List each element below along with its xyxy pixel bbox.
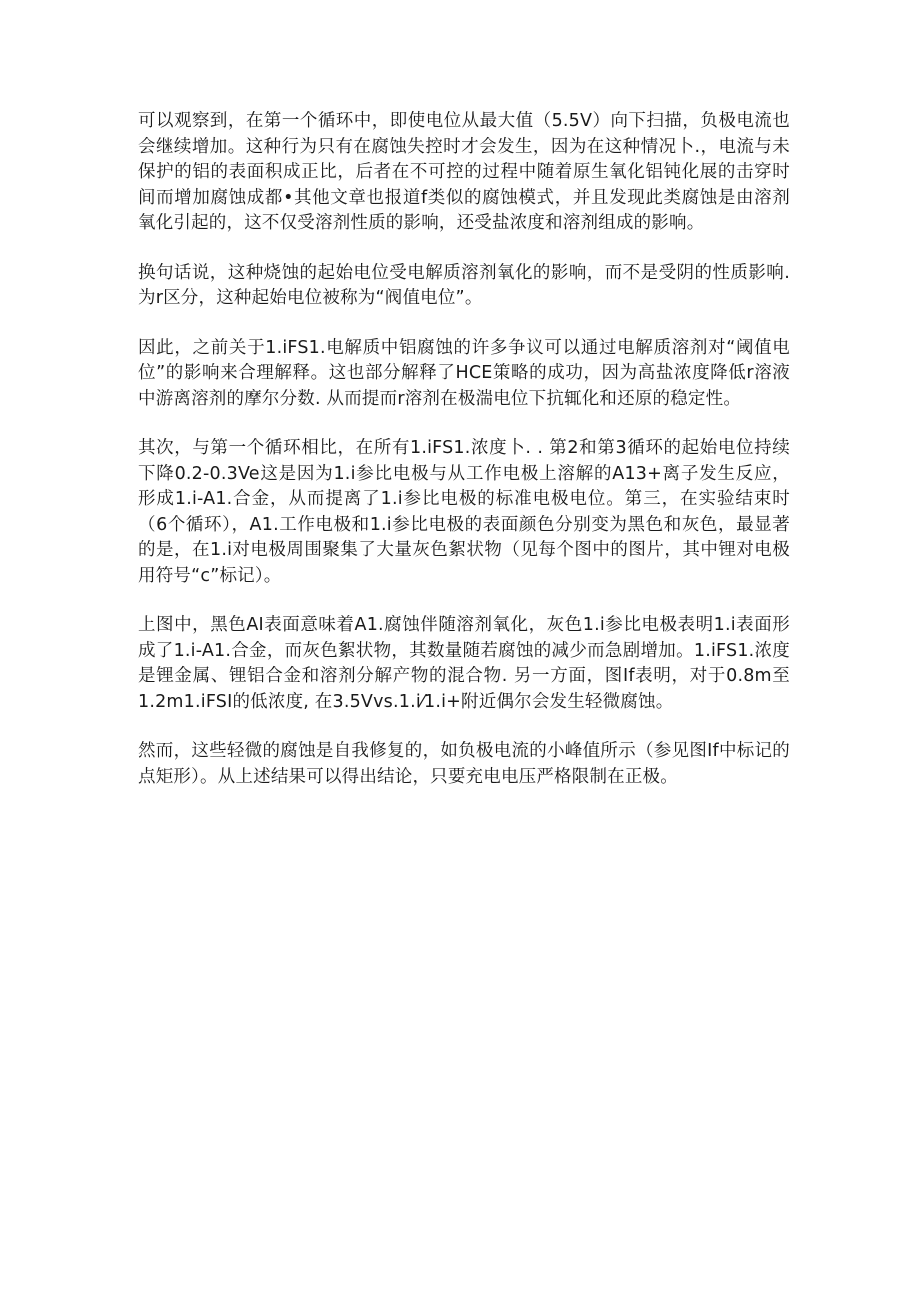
- paragraph-5: 上图中，黑色AI表面意味着A1.腐蚀伴随溶剂氧化，灰色1.i参比电极表明1.i表面形成了1.i-A1.合金，而灰色絮状物，其数量随若腐蚀的减少而急剧增加。1.iFS1.浓度是锂金属、锂铝合金和溶剂分解产物的混合物. 另一方面，图If表明，对于0.8m至1.2m1.iFSI的低浓度, 在3.5Vvs.1.i⁄1.i+附近偶尔会发生轻微腐蚀。: [138, 615, 790, 712]
- paragraph-4: 其次，与第一个循环相比，在所有1.iFS1.浓度卜. . 第2和第3循环的起始电位持续下降0.2-0.3Ve这是因为1.i参比电极与从工作电极上溶解的A13+离子发生反应，形成1.i-A1.合金，从而提离了1.i参比电极的标准电极电位。第三，在实验结束时（6个循环），A1.工作电极和1.i参比电极的表面颜色分别变为黑色和灰色，最显著的是，在1.i对电极周围聚集了大量灰色絮状物（见每个图中的图片，其中锂对电极用符号“c”标记）。: [138, 438, 790, 586]
- document-body: [138, 109, 790, 814]
- paragraph-2: 换句话说，这种烧蚀的起始电位受电解质溶剂氧化的影响，而不是受阴的性质影响. 为r区分，这种起始电位被称为“阀值电位”。: [138, 262, 790, 308]
- paragraph-1: 可以观察到，在第一个循环中，即使电位从最大值（5.5V）向下扫描，负极电流也会继续增加。这种行为只有在腐蚀失控时才会发生，因为在这种情况卜.，电流与未保护的铝的表面积成正比，后者在不可控的过程中随着原生氧化铝钝化展的击穿时间而增加腐蚀成都•其他文章也报道f类似的腐蚀模式，并且发现此类腐蚀是由溶剂氧化引起的，这不仅受溶剂性质的影响，还受盐浓度和溶剂组成的影响。: [138, 111, 790, 233]
- paragraph-6: 然而，这些轻微的腐蚀是自我修复的，如负极电流的小峰值所示（参见图If中标记的点矩形）。从上述结果可以得出结论，只要充电电压严格限制在正极。: [138, 741, 790, 787]
- paragraph-3: 因此，之前关于1.iFS1.电解质中铝腐蚀的许多争议可以通过电解质溶剂对“阈值电位”的影响来合理解释。这也部分解释了HCE策略的成功，因为高盐浓度降低r溶液中游离溶剂的摩尔分数. 从而提而r溶剂在极湍电位下抗辄化和还原的稳定性。: [138, 337, 790, 409]
